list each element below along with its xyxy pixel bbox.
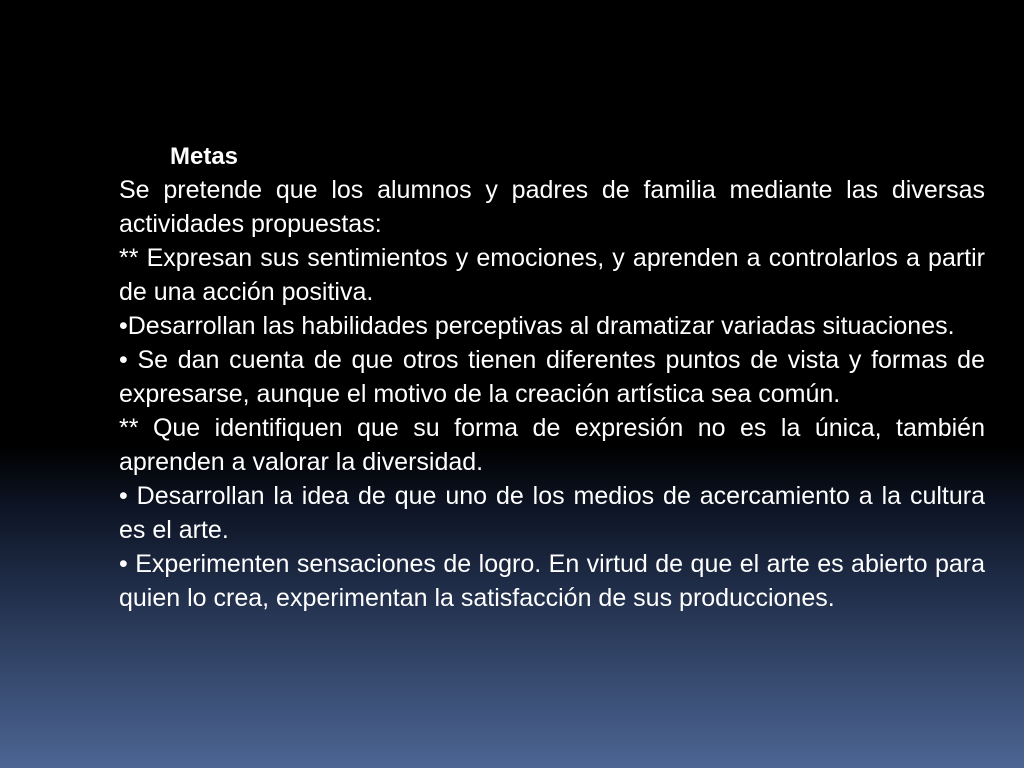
- paragraph-culture-art: • Desarrollan la idea de que uno de los medios de acercamiento a la cultura es el arte.: [119, 482, 985, 544]
- paragraph-expression-diversity: ** Que identifiquen que su forma de expresión no es la única, también aprenden a valorar la diversidad.: [119, 414, 985, 476]
- slide-title: Metas: [170, 143, 239, 170]
- slide-content: [119, 141, 985, 615]
- paragraph-points-of-view: • Se dan cuenta de que otros tienen diferentes puntos de vista y formas de expresarse, aunque el motivo de la creación artística sea común.: [119, 346, 985, 408]
- paragraph-perceptive-skills: •Desarrollan las habilidades perceptivas al dramatizar variadas situaciones.: [119, 312, 955, 340]
- paragraph-intro: Se pretende que los alumnos y padres de familia mediante las diversas actividades propuestas:: [119, 176, 985, 238]
- paragraph-emotions: ** Expresan sus sentimientos y emociones, y aprenden a controlarlos a partir de una acción positiva.: [119, 244, 985, 306]
- paragraph-achievement: • Experimenten sensaciones de logro. En virtud de que el arte es abierto para quien lo crea, experimentan la satisfacción de sus producciones.: [119, 550, 985, 612]
